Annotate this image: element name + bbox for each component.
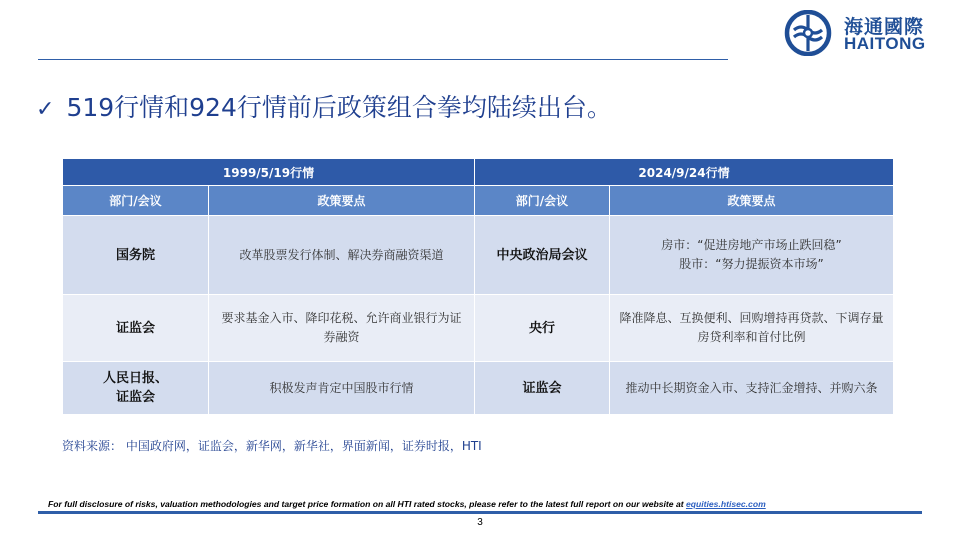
policy-comparison-table bbox=[62, 158, 894, 415]
dept-cell: 中央政治局会议 bbox=[475, 216, 610, 295]
logo-english-name: HAITONG bbox=[844, 34, 926, 53]
period-header-row bbox=[63, 159, 894, 186]
checkmark-icon: ✓ bbox=[36, 97, 55, 122]
column-header-dept: 部门/会议 bbox=[475, 186, 610, 216]
top-divider bbox=[38, 59, 728, 60]
website-link[interactable]: equities.htisec.com bbox=[685, 499, 766, 509]
data-source-note: 资料来源： 中国政府网，证监会，新华网，新华社，界面新闻，证券时报，HTI bbox=[62, 439, 482, 453]
period-1999-header: 1999/5/19行情 bbox=[63, 159, 475, 186]
page-number: 3 bbox=[477, 517, 483, 528]
disclaimer bbox=[48, 499, 766, 509]
policy-line: 房市：“促进房地产市场止跌回稳” bbox=[661, 238, 842, 252]
policy-cell: 要求基金入市、降印花税、允许商业银行为证券融资 bbox=[209, 295, 475, 362]
policy-cell: 积极发声肯定中国股市行情 bbox=[209, 362, 475, 415]
policy-cell: 推动中长期资金入市、支持汇金增持、并购六条 bbox=[610, 362, 894, 415]
logo-chinese-name: 海通國際 bbox=[844, 16, 925, 38]
policy-cell: 改革股票发行体制、解决券商融资渠道 bbox=[209, 216, 475, 295]
dept-cell: 国务院 bbox=[63, 216, 209, 295]
slide-headline bbox=[36, 88, 612, 124]
headline-text: 519行情和924行情前后政策组合拳均陆续出台。 bbox=[66, 93, 612, 122]
dept-cell bbox=[63, 362, 209, 415]
bottom-divider bbox=[38, 511, 922, 514]
column-header-dept: 部门/会议 bbox=[63, 186, 209, 216]
policy-line: 股市：“努力提振资本市场” bbox=[679, 257, 824, 271]
policy-cell bbox=[610, 216, 894, 295]
disclaimer-text: For full disclosure of risks, valuation methodologies and target price formation on all HTI rated stocks, please refer to the latest full report on our website at bbox=[48, 499, 686, 509]
column-header-row bbox=[63, 186, 894, 216]
column-header-policy: 政策要点 bbox=[209, 186, 475, 216]
dept-cell: 证监会 bbox=[63, 295, 209, 362]
dept-line: 人民日报、 bbox=[102, 371, 168, 386]
haitong-emblem-icon bbox=[784, 10, 838, 56]
policy-cell: 降准降息、互换便利、回购增持再贷款、下调存量房贷利率和首付比例 bbox=[610, 295, 894, 362]
table-row bbox=[63, 362, 894, 415]
dept-cell: 证监会 bbox=[475, 362, 610, 415]
table-row bbox=[63, 216, 894, 295]
dept-cell: 央行 bbox=[475, 295, 610, 362]
haitong-logo bbox=[784, 10, 934, 56]
period-2024-header: 2024/9/24行情 bbox=[475, 159, 894, 186]
dept-line: 证监会 bbox=[115, 390, 155, 405]
table-row bbox=[63, 295, 894, 362]
column-header-policy: 政策要点 bbox=[610, 186, 894, 216]
